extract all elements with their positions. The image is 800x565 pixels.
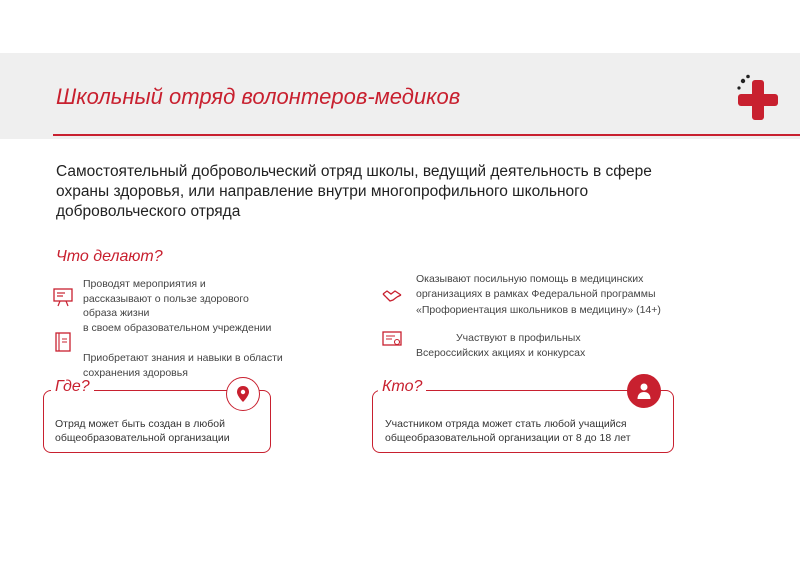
description-text: Самостоятельный добровольческий отряд школы, ведущий деятельность в сфере охраны здоровья, или направление внутри многопрофильного школьного добровольческого отряда — [56, 163, 652, 220]
what-heading: Что делают? — [56, 248, 163, 265]
handshake-icon — [381, 285, 403, 307]
who-label: Кто? — [378, 378, 426, 396]
where-text: Отряд может быть создан в любой общеобразовательной организации — [55, 418, 230, 444]
item-knowledge: Приобретают знания и навыки в области сохранения здоровья — [83, 352, 283, 379]
book-icon — [52, 331, 74, 353]
where-label: Где? — [51, 378, 94, 396]
person-icon — [627, 374, 661, 408]
item-help: Оказывают посильную помощь в медицинских организациях в рамках Федеральной программы «Профориентация школьников в медицину» (14+) — [416, 273, 661, 316]
who-text: Участником отряда может стать любой учащийся общеобразовательной организации от 8 до 18 лет — [385, 418, 631, 444]
presentation-icon — [52, 286, 74, 308]
page-title: Школьный отряд волонтеров-медиков — [56, 84, 461, 109]
certificate-icon — [381, 328, 403, 350]
plus-logo-icon — [731, 72, 787, 128]
item-events: Проводят мероприятия и рассказывают о пользе здорового образа жизни в своем образовательном учреждении — [83, 278, 272, 334]
location-pin-icon — [226, 377, 260, 411]
item-contests: Участвуют в профильных Всероссийских акциях и конкурсах — [416, 332, 586, 359]
header-underline — [53, 134, 800, 136]
